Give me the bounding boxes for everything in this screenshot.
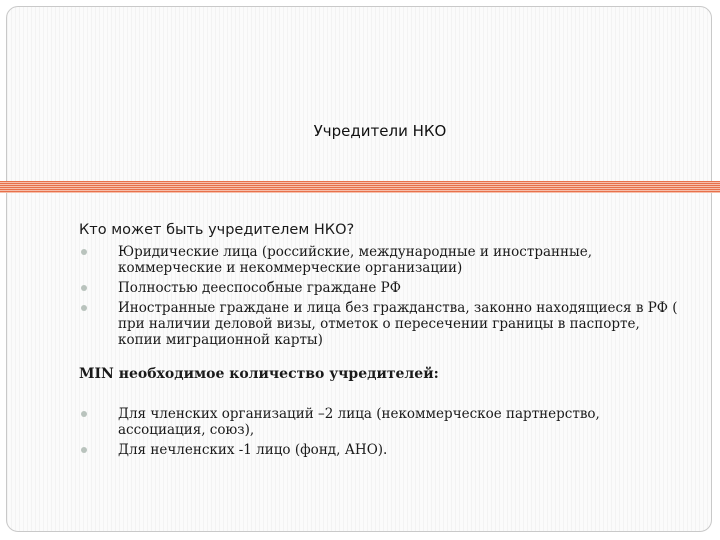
list-item <box>79 442 679 458</box>
list-item-text: Для членских организаций –2 лица (некоммерческое партнерство, ассоциация, союз), <box>118 406 600 438</box>
founders-question: Кто может быть учредителем НКО? <box>79 222 355 238</box>
slide-title: Учредители НКО <box>313 122 447 140</box>
bullet-icon <box>81 305 87 311</box>
bullet-icon <box>81 447 87 453</box>
founders-list <box>79 244 679 348</box>
list-item <box>79 280 679 296</box>
bullet-icon <box>81 249 87 255</box>
slide-body <box>79 222 679 462</box>
list-item-text: Иностранные граждане и лица без гражданства, законно находящиеся в РФ ( при наличии деловой визы, отметок о пересечении границы в паспорте, копии миграционной карты) <box>118 300 678 348</box>
list-item-text: Полностью дееспособные граждане РФ <box>118 280 401 296</box>
list-item-text: Юридические лица (российские, международные и иностранные, коммерческие и некоммерческие организации) <box>118 244 593 276</box>
title-area <box>0 60 720 140</box>
accent-bar <box>0 181 720 193</box>
list-item <box>79 244 679 276</box>
list-item <box>79 300 679 348</box>
list-item <box>79 406 679 438</box>
min-founders-list <box>79 406 679 458</box>
min-founders-heading: MIN необходимое количество учредителей: <box>79 366 439 382</box>
bullet-icon <box>81 411 87 417</box>
list-item-text: Для нечленских -1 лицо (фонд, АНО). <box>118 442 388 458</box>
bullet-icon <box>81 285 87 291</box>
